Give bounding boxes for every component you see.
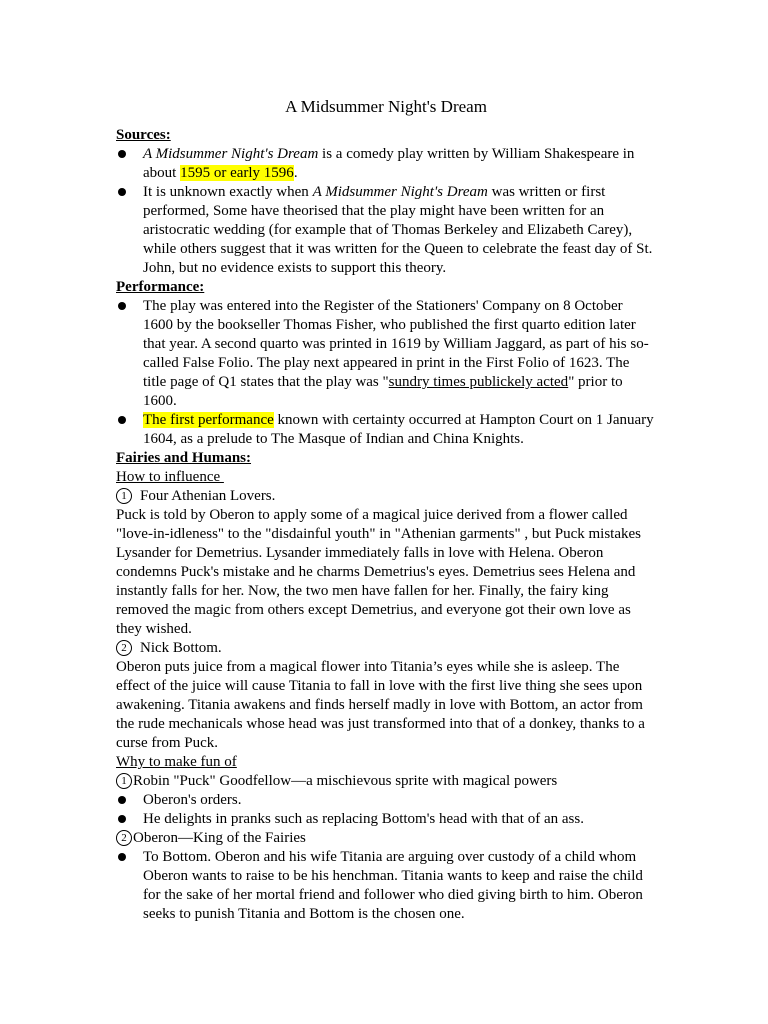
performance-bullet-1-end: " prior to 1600. <box>143 374 623 409</box>
performance-bullet-1-text: The play was entered into the Register of the Stationers' Company on 8 October 1600 by the bookseller Thomas Fisher, who published the first quarto edition later that year. A second quarto was printed in 1619 by William Jaggard, as part of his so-called False Folio. The play next appeared in print in the First Folio of 1623. The title page of Q1 states that the play was " <box>143 298 649 390</box>
numbered-item-1 <box>116 487 656 506</box>
numbered-item-1 <box>116 772 656 791</box>
performance-bullet-2-text: known with certainty occurred at Hampton Court on 1 January 1604, as a prelude to The Masque of Indian and China Knights. <box>143 412 654 447</box>
sources-bullet-1-text: is a comedy play written by William Shakespeare in about <box>143 146 635 181</box>
list-item <box>116 145 656 183</box>
sources-heading: Sources: <box>116 127 171 143</box>
numbered-item-label: Robin "Puck" Goodfellow—a mischievous sprite with magical powers <box>133 773 558 789</box>
play-title-italic: A Midsummer Night's Dream <box>312 184 488 200</box>
sources-bullet-1-end: . <box>293 165 298 181</box>
list-item <box>116 791 656 810</box>
bullet-icon <box>118 188 126 196</box>
list-item <box>116 297 656 411</box>
circled-number-icon: 1 <box>116 773 132 789</box>
sources-bullet-2-text: was written or first performed, Some have theorised that the play might have been written for an aristocratic wedding (for example that of Thomas Berkeley and Elizabeth Carey), while others suggest that it was written for the Queen to celebrate the feast day of St. John, but no evidence exists to support this theory. <box>143 184 653 276</box>
fairies-heading: Fairies and Humans: <box>116 450 252 466</box>
bullet-icon <box>118 150 126 158</box>
sources-bullet-2-start: It is unknown exactly when <box>143 184 313 200</box>
list-item <box>116 848 656 924</box>
list-item <box>116 411 656 449</box>
bullet-icon <box>118 853 126 861</box>
underlined-quote: sundry times publickely acted <box>388 374 569 390</box>
numbered-item-label: Oberon—King of the Fairies <box>133 830 306 846</box>
numbered-item-2 <box>116 639 656 658</box>
play-title-italic: A Midsummer Night's Dream <box>143 146 319 162</box>
list-item <box>116 810 656 829</box>
numbered-item-label: Four Athenian Lovers. <box>140 488 276 504</box>
list-item-text: He delights in pranks such as replacing Bottom's head with that of an ass. <box>143 811 584 827</box>
bullet-icon <box>118 302 126 310</box>
date-highlight: 1595 or early 1596 <box>180 165 294 181</box>
make-fun-subheading: Why to make fun of <box>116 754 237 770</box>
numbered-item-label: Nick Bottom. <box>140 640 222 656</box>
circled-number-icon: 1 <box>116 488 132 504</box>
numbered-item-2 <box>116 829 656 848</box>
circled-number-icon: 2 <box>116 830 132 846</box>
list-item-text: Oberon's orders. <box>143 792 242 808</box>
influence-subheading: How to influence <box>116 469 224 485</box>
page-title: A Midsummer Night's Dream <box>285 97 487 116</box>
bullet-icon <box>118 815 126 823</box>
bullet-icon <box>118 416 126 424</box>
paragraph: Puck is told by Oberon to apply some of a magical juice derived from a flower called "love-in-idleness" to the "disdainful youth" in "Athenian garments" , but Puck mistakes Lysander for Demetrius. Lysander immediately falls in love with Helena. Oberon condemns Puck's mistake and he charms Demetrius's eyes. Demetrius sees Helena and instantly falls for her. Now, the two men have fallen for her. Finally, the fairy king removed the magic from others except Demetrius, and everyone got their own love as they wished. <box>116 507 641 637</box>
paragraph: Oberon puts juice from a magical flower into Titania’s eyes while she is asleep. The effect of the juice will cause Titania to fall in love with the first live thing she sees upon awakening. Titania awakens and finds herself madly in love with Bottom, an actor from the rude mechanicals whose head was just transformed into that of a donkey, thanks to a curse from Puck. <box>116 659 645 751</box>
list-item-text: To Bottom. Oberon and his wife Titania are arguing over custody of a child whom Oberon wants to raise to be his henchman. Titania wants to keep and raise the child for the sake of her mortal friend and follower who died giving birth to him. Oberon seeks to punish Titania and Bottom is the chosen one. <box>143 849 643 922</box>
document-body <box>116 94 656 924</box>
bullet-icon <box>118 796 126 804</box>
first-performance-highlight: The first performance <box>143 412 274 428</box>
performance-heading: Performance: <box>116 279 205 295</box>
circled-number-icon: 2 <box>116 640 132 656</box>
list-item <box>116 183 656 278</box>
